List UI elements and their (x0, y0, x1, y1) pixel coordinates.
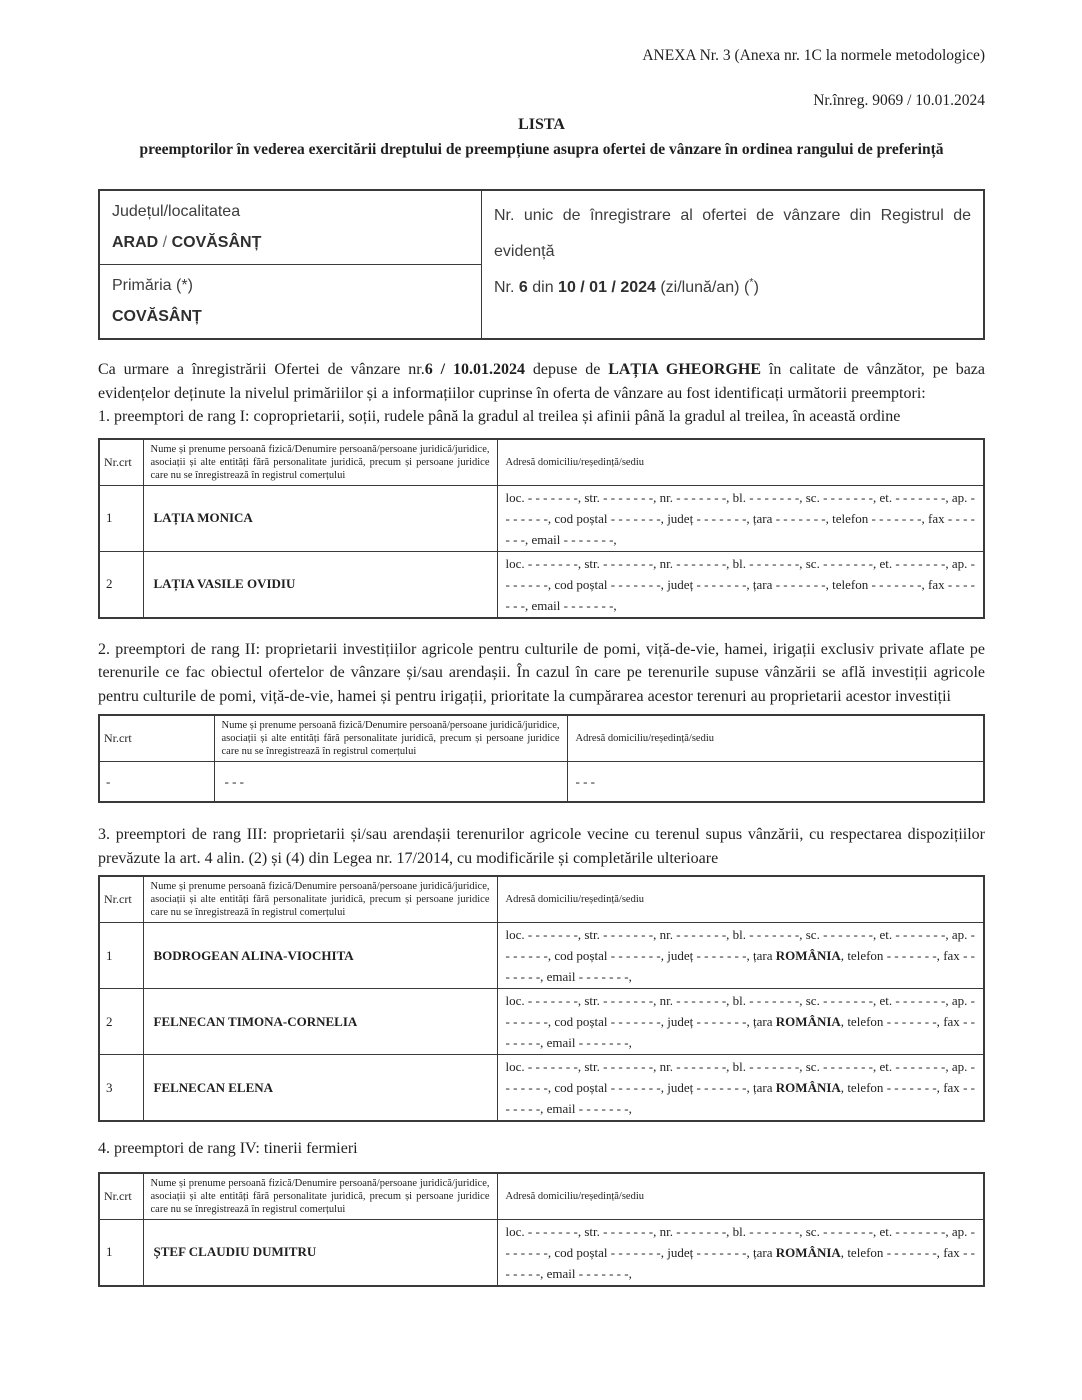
col-header-address: Adresă domiciliu/reședință/sediu (567, 715, 984, 762)
offer-registration-value (494, 270, 971, 306)
section-1-heading: 1. preemptori de rang I: coproprietarii, soții, rudele până la gradul al treilea și afinii până la gradul al treilea, în această ordine (98, 408, 901, 425)
address-country: ROMÂNIA (775, 1014, 841, 1029)
preemptor-address (567, 762, 984, 803)
col-header-name: Nume și prenume persoană fizică/Denumire persoană/persoane juridică/juridice, asociații și alte entități fără personalitate juridică, precum și persoane juridice care nu se înregistrează în registrul comerțului (143, 439, 497, 486)
address-contact: , telefon - - - - - - -, fax - - - - - - -, email - - - - - - -, (505, 510, 976, 547)
address-fields: loc. - - - - - - -, str. - - - - - - -, nr. - - - - - - -, bl. - - - - - - -, sc. - - - - - - -, et. - - - - - - -, ap. - - - - - - -, cod poștal - - - - - - -, județ - - - - - - -, țara (505, 927, 975, 963)
address-contact: , telefon - - - - - - -, fax - - - - - - -, email - - - - - - -, (505, 1014, 976, 1050)
preemptor-address (497, 1055, 984, 1122)
row-number: 1 (99, 485, 143, 551)
col-header-nr: Nr.crt (99, 715, 214, 762)
preemptor-address (497, 551, 984, 618)
address-country: ROMÂNIA (775, 1244, 841, 1260)
cityhall-cell (99, 265, 482, 340)
col-header-nr: Nr.crt (99, 439, 143, 486)
preemptor-row (99, 1219, 984, 1286)
col-header-nr: Nr.crt (99, 876, 143, 923)
preemptor-address (497, 923, 984, 989)
registration-number: Nr.înreg. 9069 / 10.01.2024 (813, 92, 985, 109)
preemptor-row (99, 551, 984, 618)
address-fields: - - - (575, 774, 595, 789)
address-fields: loc. - - - - - - -, str. - - - - - - -, nr. - - - - - - -, bl. - - - - - - -, sc. - - - - - - -, et. - - - - - - -, ap. - - - - - - -, cod poștal - - - - - - -, județ - - - - - - -, țara (505, 993, 975, 1029)
locality-value: COVĂSÂNȚ (171, 234, 262, 251)
preemptor-name: BODROGEAN ALINA-VIOCHITA (143, 923, 497, 989)
table-header-row (99, 876, 984, 923)
address-fields: loc. - - - - - - -, str. - - - - - - -, nr. - - - - - - -, bl. - - - - - - -, sc. - - - - - - -, et. - - - - - - -, ap. - - - - - - -, cod poștal - - - - - - -, județ - - - - - - -, țara (505, 555, 975, 592)
address-country: ROMÂNIA (775, 948, 841, 963)
address-fields: loc. - - - - - - -, str. - - - - - - -, nr. - - - - - - -, bl. - - - - - - -, sc. - - - - - - -, et. - - - - - - -, ap. - - - - - - -, cod poștal - - - - - - -, județ - - - - - - -, țara (505, 1223, 975, 1260)
preemptor-address (497, 485, 984, 551)
reg-suffix: (zi/lună/an) ( (655, 279, 750, 296)
col-header-address: Adresă domiciliu/reședință/sediu (497, 876, 984, 923)
preemptor-name: - - - (214, 762, 567, 803)
preemptor-row (99, 1055, 984, 1122)
address-contact: , telefon - - - - - - -, fax - - - - - - -, email - - - - - - -, (505, 576, 976, 613)
col-header-address: Adresă domiciliu/reședință/sediu (497, 439, 984, 486)
intro-part1: Ca urmare a înregistrării Ofertei de vânzare nr. (98, 361, 425, 378)
preemptor-row (99, 762, 984, 803)
offer-registration-label: Nr. unic de înregistrare al ofertei de vânzare din Registrul de evidență (494, 207, 971, 260)
seller-name: LAȚIA GHEORGHE (608, 361, 762, 378)
col-header-name: Nume și prenume persoană fizică/Denumire persoană/persoane juridică/juridice, asociații și alte entități fără personalitate juridică, precum și persoane juridice care nu se înregistrează în registrul comerțului (143, 1173, 497, 1220)
county-value: ARAD (112, 234, 159, 251)
row-number: - (99, 762, 214, 803)
row-number: 2 (99, 551, 143, 618)
col-header-address: Adresă domiciliu/reședință/sediu (497, 1173, 984, 1220)
address-contact: , telefon - - - - - - -, fax - - - - - - -, email - - - - - - -, (505, 948, 976, 984)
county-cell (99, 190, 482, 265)
address-contact: , telefon - - - - - - -, fax - - - - - - -, email - - - - - - -, (505, 1244, 976, 1281)
rank-4-table (98, 1172, 985, 1287)
address-contact: , telefon - - - - - - -, fax - - - - - - -, email - - - - - - -, (505, 1080, 976, 1116)
cityhall-value: COVĂSÂNȚ (112, 308, 202, 325)
table-header-row (99, 1173, 984, 1220)
row-number: 1 (99, 1219, 143, 1286)
preemptor-name: LAȚIA MONICA (143, 485, 497, 551)
preemptor-row (99, 485, 984, 551)
document-title: LISTA (518, 116, 565, 133)
county-separator: / (162, 234, 168, 251)
document-subtitle: preemptorilor în vederea exercitării dreptului de preempțiune asupra ofertei de vânzare în ordinea rangului de preferință (139, 141, 944, 158)
row-number: 2 (99, 989, 143, 1055)
row-number: 1 (99, 923, 143, 989)
section-2-heading: 2. preemptori de rang II: proprietarii investițiilor agricole pentru culturile de pomi, viță-de-vie, hamei, irigații exclusiv private aflate pe terenurile ce fac obiectul ofertelor de vânzare și/sau arendașii. În cazul în care pe terenurile supuse vânzării se află investiții agricole pentru culturile de pomi, viță-de-vie, hamei și pentru irigații, prioritate la cumpărarea acestor terenuri au proprietarii acestor investiții (98, 640, 985, 705)
section-4-heading: 4. preemptori de rang IV: tinerii fermieri (98, 1140, 358, 1157)
footnote-star: * (749, 276, 754, 289)
rank-2-table (98, 714, 985, 803)
preemptor-address (497, 989, 984, 1055)
col-header-name: Nume și prenume persoană fizică/Denumire persoană/persoane juridică/juridice, asociații și alte entități fără personalitate juridică, precum și persoane juridice care nu se înregistrează în registrul comerțului (214, 715, 567, 762)
intro-paragraph (98, 358, 985, 405)
address-fields: loc. - - - - - - -, str. - - - - - - -, nr. - - - - - - -, bl. - - - - - - -, sc. - - - - - - -, et. - - - - - - -, ap. - - - - - - -, cod poștal - - - - - - -, județ - - - - - - -, țara (505, 489, 975, 526)
preemptor-address (497, 1219, 984, 1286)
address-country: - - - - - - - (775, 510, 826, 526)
preemptor-name: ȘTEF CLAUDIU DUMITRU (143, 1219, 497, 1286)
county-row (99, 190, 984, 265)
preemptor-name: FELNECAN TIMONA-CORNELIA (143, 989, 497, 1055)
offer-number: 6 (518, 279, 528, 296)
section-3-heading: 3. preemptori de rang III: proprietarii și/sau arendașii terenurilor agricole vecine cu terenul supus vânzării, cu respectarea dispozițiilor prevăzute la art. 4 alin. (2) și (4) din Legea nr. 17/2014, cu modificările și completările ulterioare (98, 826, 985, 867)
offer-registration-cell (482, 190, 985, 339)
offer-date: 10 / 01 / 2024 (558, 279, 656, 296)
cityhall-label: Primăria (*) (112, 277, 193, 294)
reg-close: ) (753, 279, 759, 296)
preemptor-row (99, 989, 984, 1055)
address-country: - - - - - - - (775, 576, 826, 592)
preemptor-name: LAȚIA VASILE OVIDIU (143, 551, 497, 618)
reg-middle: din (527, 279, 559, 296)
col-header-nr: Nr.crt (99, 1173, 143, 1220)
rank-3-table (98, 875, 985, 1122)
address-country: ROMÂNIA (775, 1080, 841, 1095)
address-fields: loc. - - - - - - -, str. - - - - - - -, nr. - - - - - - -, bl. - - - - - - -, sc. - - - - - - -, et. - - - - - - -, ap. - - - - - - -, cod poștal - - - - - - -, județ - - - - - - -, țara (505, 1059, 975, 1095)
intro-part2: depuse de (524, 361, 609, 378)
county-label: Județul/localitatea (112, 203, 241, 220)
offer-reference: 6 / 10.01.2024 (424, 361, 525, 378)
row-number: 3 (99, 1055, 143, 1122)
col-header-name: Nume și prenume persoană fizică/Denumire persoană/persoane juridică/juridice, asociații și alte entități fără personalitate juridică, precum și persoane juridice care nu se înregistrează în registrul comerțului (143, 876, 497, 923)
reg-prefix: Nr. (494, 279, 519, 296)
table-header-row (99, 715, 984, 762)
preemptor-name: FELNECAN ELENA (143, 1055, 497, 1122)
intro-part3: în calitate de vânzător, pe baza evidențelor deținute la nivelul primăriilor și a informațiilor cuprinse în oferta de vânzare au fost identificați următorii preemptori: (98, 361, 986, 402)
anexa-note: ANEXA Nr. 3 (Anexa nr. 1C la normele metodologice) (642, 47, 985, 64)
table-header-row (99, 439, 984, 486)
rank-1-table (98, 438, 985, 619)
preemptor-row (99, 923, 984, 989)
info-table (98, 189, 985, 340)
